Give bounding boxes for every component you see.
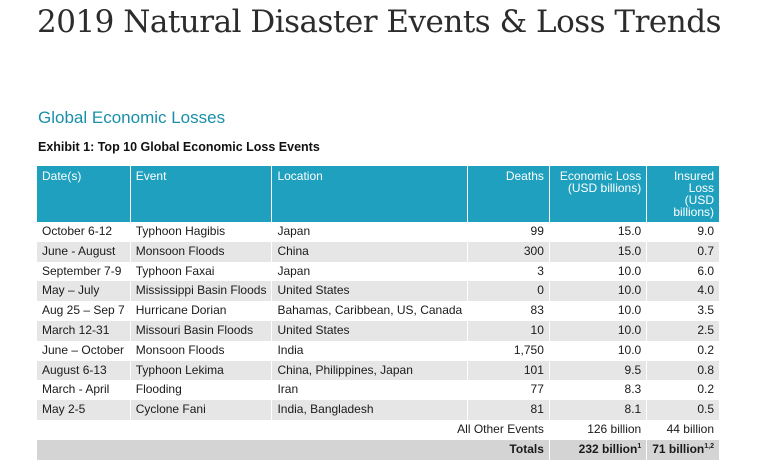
- cell-event: Monsoon Floods: [130, 242, 272, 262]
- table-row: [37, 242, 719, 262]
- cell-event: Missouri Basin Floods: [130, 321, 272, 341]
- cell-economic-loss: 10.0: [549, 341, 646, 361]
- cell-event: Typhoon Hagibis: [130, 222, 272, 242]
- cell-event: Typhoon Lekima: [130, 361, 272, 381]
- cell-event: Flooding: [130, 380, 272, 400]
- cell-economic-loss: 15.0: [549, 242, 646, 262]
- cell-insured-loss: 0.7: [647, 242, 719, 262]
- page-title: 2019 Natural Disaster Events & Loss Trends: [37, 4, 721, 40]
- cell-economic-loss: 9.5: [549, 361, 646, 381]
- footnote-marker: 1,2: [704, 442, 714, 450]
- cell-event: Monsoon Floods: [130, 341, 272, 361]
- table-row: [37, 301, 719, 321]
- cell-location: Bahamas, Caribbean, US, Canada: [272, 301, 468, 321]
- other-events-row: [37, 420, 719, 440]
- cell-location: China, Philippines, Japan: [272, 361, 468, 381]
- section-title: Global Economic Losses: [38, 108, 226, 127]
- cell-date: May 2-5: [37, 400, 130, 420]
- header-insured-loss-line2: (USD billions): [673, 193, 714, 219]
- header-insured-loss: [647, 166, 719, 222]
- cell-economic-loss: 10.0: [549, 262, 646, 282]
- totals-row: [37, 440, 719, 460]
- cell-economic-loss: 8.3: [549, 380, 646, 400]
- cell-location: China: [272, 242, 468, 262]
- header-date: Date(s): [37, 166, 130, 222]
- other-insured-loss: 44 billion: [647, 420, 719, 440]
- cell-insured-loss: 2.5: [647, 321, 719, 341]
- header-insured-loss-line1: Insured Loss: [673, 169, 714, 195]
- cell-date: August 6-13: [37, 361, 130, 381]
- cell-economic-loss: 8.1: [549, 400, 646, 420]
- cell-economic-loss: 15.0: [549, 222, 646, 242]
- other-events-label: All Other Events: [37, 420, 549, 440]
- cell-deaths: 99: [468, 222, 550, 242]
- cell-deaths: 3: [468, 262, 550, 282]
- table-row: [37, 262, 719, 282]
- cell-deaths: 83: [468, 301, 550, 321]
- cell-location: Japan: [272, 222, 468, 242]
- cell-event: Cyclone Fani: [130, 400, 272, 420]
- table-row: [37, 341, 719, 361]
- cell-location: India: [272, 341, 468, 361]
- totals-economic-loss: [549, 440, 646, 460]
- totals-insured-loss: [647, 440, 719, 460]
- cell-economic-loss: 10.0: [549, 301, 646, 321]
- cell-date: March 12-31: [37, 321, 130, 341]
- cell-deaths: 10: [468, 321, 550, 341]
- cell-date: September 7-9: [37, 262, 130, 282]
- cell-event: Mississippi Basin Floods: [130, 281, 272, 301]
- cell-insured-loss: 0.5: [647, 400, 719, 420]
- cell-date: June – October: [37, 341, 130, 361]
- cell-location: Japan: [272, 262, 468, 282]
- cell-economic-loss: 10.0: [549, 321, 646, 341]
- cell-deaths: 1,750: [468, 341, 550, 361]
- header-economic-loss-line1: Economic Loss: [559, 169, 642, 183]
- cell-date: June - August: [37, 242, 130, 262]
- other-economic-loss: 126 billion: [549, 420, 646, 440]
- cell-date: October 6-12: [37, 222, 130, 242]
- cell-event: Typhoon Faxai: [130, 262, 272, 282]
- cell-deaths: 81: [468, 400, 550, 420]
- header-economic-loss-line2: (USD billions): [567, 181, 642, 195]
- table-row: [37, 400, 719, 420]
- footnote-marker: 1: [637, 442, 642, 450]
- cell-date: Aug 25 – Sep 7: [37, 301, 130, 321]
- table-row: [37, 380, 719, 400]
- cell-insured-loss: 0.8: [647, 361, 719, 381]
- loss-events-table: [37, 166, 719, 460]
- cell-insured-loss: 4.0: [647, 281, 719, 301]
- cell-date: May – July: [37, 281, 130, 301]
- cell-location: India, Bangladesh: [272, 400, 468, 420]
- header-event: Event: [130, 166, 272, 222]
- cell-deaths: 0: [468, 281, 550, 301]
- cell-insured-loss: 6.0: [697, 263, 714, 278]
- table-row: [37, 281, 719, 301]
- cell-insured-loss: 0.2: [697, 342, 714, 357]
- cell-deaths: 101: [468, 361, 550, 381]
- table-header-row: [37, 166, 719, 222]
- cell-deaths: 77: [468, 380, 550, 400]
- cell-location: United States: [272, 321, 468, 341]
- cell-location: United States: [272, 281, 468, 301]
- cell-date: March - April: [37, 380, 130, 400]
- totals-economic-loss-value: 232 billion: [578, 441, 638, 456]
- header-location: Location: [272, 166, 468, 222]
- cell-insured-loss: 3.5: [697, 303, 714, 318]
- cell-insured-loss: 9.0: [697, 224, 714, 238]
- table-row: [37, 361, 719, 381]
- header-deaths: Deaths: [468, 166, 550, 222]
- table-row: [37, 222, 719, 242]
- table-row: [37, 321, 719, 341]
- cell-deaths: 300: [468, 242, 550, 262]
- cell-economic-loss: 10.0: [549, 281, 646, 301]
- header-economic-loss: [549, 166, 646, 222]
- cell-insured-loss: 0.2: [697, 382, 714, 397]
- totals-insured-loss-value: 71 billion: [652, 441, 705, 456]
- exhibit-title: Exhibit 1: Top 10 Global Economic Loss Events: [38, 140, 320, 154]
- totals-label: Totals: [37, 440, 549, 460]
- cell-event: Hurricane Dorian: [130, 301, 272, 321]
- cell-location: Iran: [272, 380, 468, 400]
